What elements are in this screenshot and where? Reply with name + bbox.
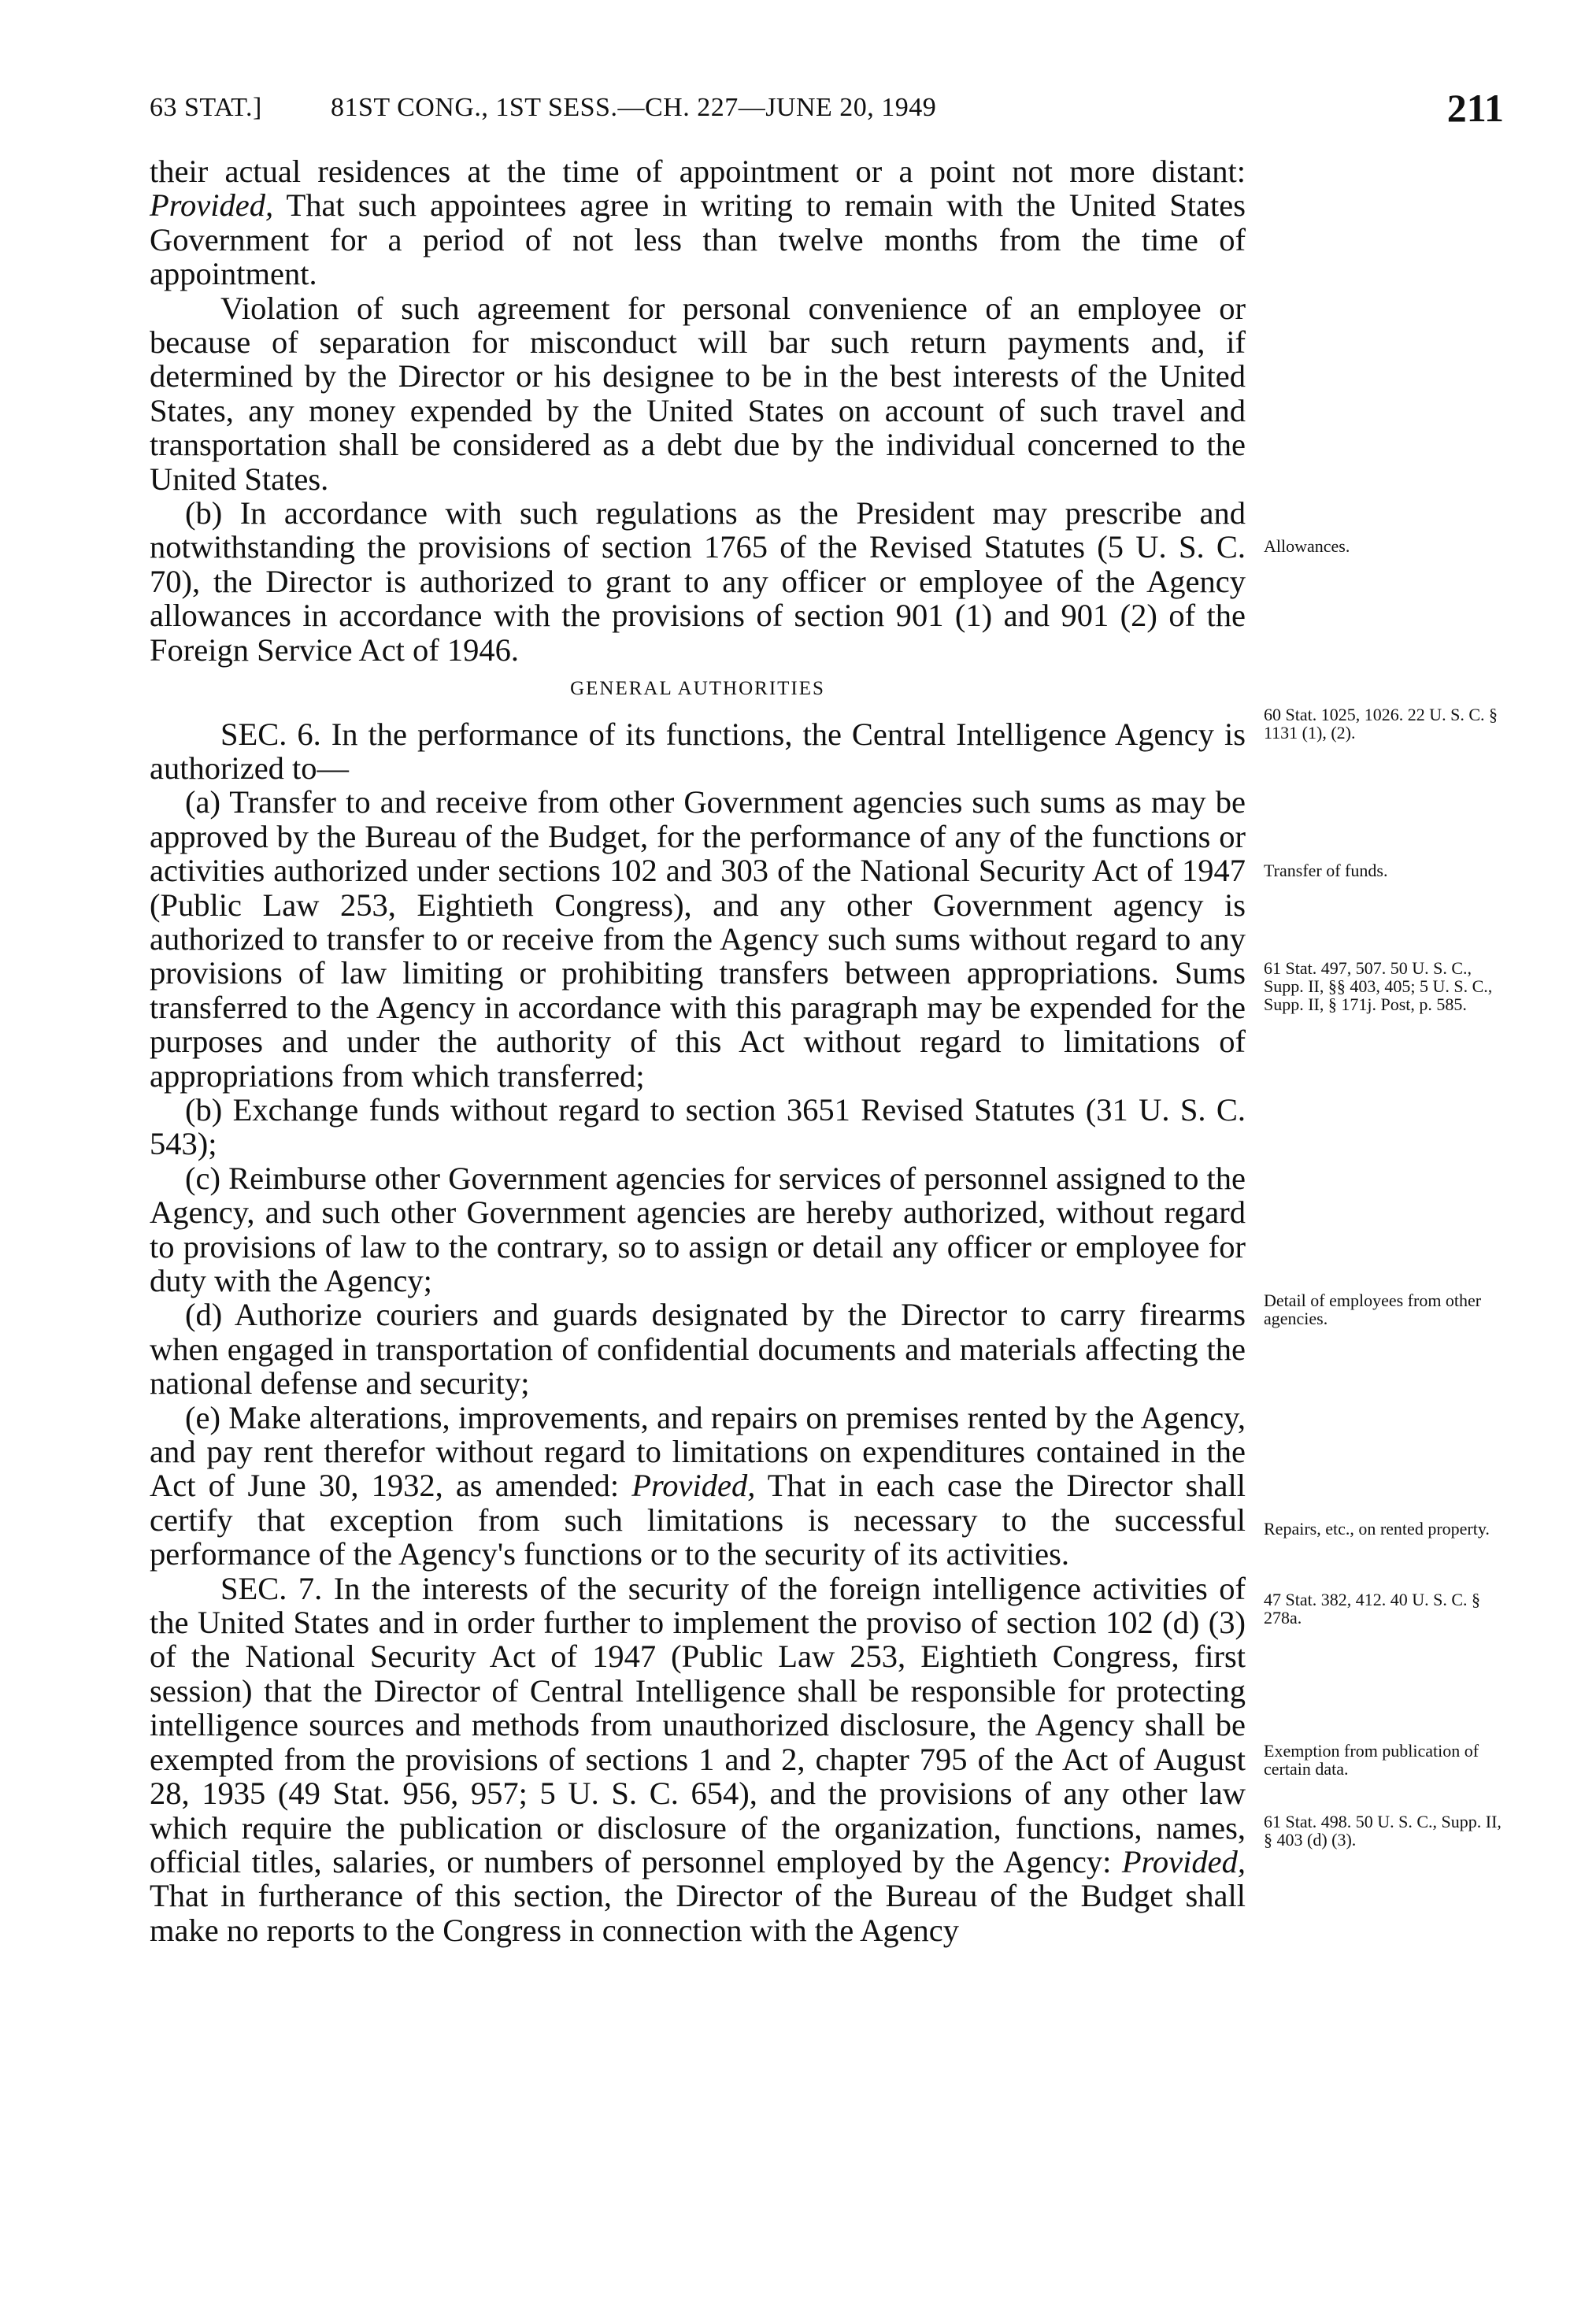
paragraph-text: SEC. 7. In the interests of the security of the foreign intelligence activities of the United States and in order further to implement the proviso of section 102 (d) (3) of the National Security Act of 1947 (Public Law 253, Eightieth Congress, first session) that the Director of Central Intelligence shall be responsible for protecting intelligence sources and methods from unauthorized disclosure, the Agency shall be exempted from the provisions of sections 1 and 2, chapter 795 of the Act of August 28, 1935 (49 Stat. 956, 957; 5 U. S. C. 654), and the provisions of any other law which require the publication or disclosure of the organization, functions, names, official titles, salaries, or numbers of personnel employed by the Agency: bbox=[150, 1570, 1246, 1879]
paragraph bbox=[150, 1572, 1246, 1947]
paragraph: (d) Authorize couriers and guards designated by the Director to carry firearms when engaged in transportation of confidential documents and materials affecting the national defense and security; bbox=[150, 1297, 1246, 1402]
margin-note-allowances: Allowances. bbox=[1264, 536, 1350, 556]
margin-note-citation: 60 Stat. 1025, 1026. 22 U. S. C. § 1131 (1), (2). bbox=[1264, 705, 1498, 742]
section-heading: GENERAL AUTHORITIES bbox=[570, 678, 825, 700]
paragraph: (c) Reimburse other Government agencies for services of personnel assigned to the Agency, and such other Government agencies are hereby authorized, without regard to provisions of law to the contrary, so to assign or detail any officer or employee for duty with the Agency; bbox=[150, 1160, 1246, 1298]
paragraph-text: (e) Make alterations, improvements, and repairs on premises rented by the Agency, and pay rent therefor without regard to limitations on expenditures contained in the Act of June 30, 1932, as amended: bbox=[150, 1399, 1246, 1504]
paragraph: (b) In accordance with such regulations as the President may prescribe and notwithstanding the provisions of section 1765 of the Revised Statutes (5 U. S. C. 70), the Director is authorized to grant to any officer or employee of the Agency allowances in accordance with the provisions of section 901 (1) and 901 (2) of the Foreign Service Act of 1946. bbox=[150, 495, 1246, 668]
proviso-italic: Provided, bbox=[150, 187, 274, 224]
margin-note-exemption: Exemption from publication of certain data. bbox=[1264, 1741, 1479, 1779]
main-text bbox=[150, 154, 1246, 1947]
paragraph bbox=[150, 1401, 1246, 1572]
proviso-italic: Provided, bbox=[631, 1468, 756, 1504]
margin-note-repairs: Repairs, etc., on rented property. bbox=[1264, 1519, 1490, 1539]
margin-note-transfer: Transfer of funds. bbox=[1264, 861, 1388, 880]
paragraph: (a) Transfer to and receive from other Government agencies such sums as may be approved by the Bureau of the Budget, for the performance of any of the functions or activities authorized under sections 102 and 303 of the National Security Act of 1947 (Public Law 253, Eightieth Congress), and any other Government agency is authorized to transfer to or receive from the Agency such sums without regard to any provisions of law limiting or prohibiting transfers between appropriations. Sums transferred to the Agency in accordance with this paragraph may be expended for the purposes and under the authority of this Act without regard to limitations of appropriations from which transferred; bbox=[150, 784, 1246, 1094]
page-header bbox=[150, 85, 1504, 132]
paragraph-text: their actual residences at the time of appointment or a point not more distant: bbox=[150, 154, 1246, 189]
page-number: 211 bbox=[1446, 86, 1504, 130]
paragraph bbox=[150, 154, 1246, 291]
paragraph: SEC. 6. In the performance of its functions, the Central Intelligence Agency is authorized to— bbox=[150, 716, 1246, 786]
session-reference: 81ST CONG., 1ST SESS.—CH. 227—JUNE 20, 1949 bbox=[331, 93, 937, 122]
paragraph: (b) Exchange funds without regard to section 3651 Revised Statutes (31 U. S. C. 543); bbox=[150, 1091, 1246, 1162]
volume-reference: 63 STAT.] bbox=[150, 93, 262, 122]
paragraph: Violation of such agreement for personal convenience of an employee or because of separation for misconduct will bar such return payments and, if determined by the Director or his designee to be in the best interests of the United States, any money expended by the United States on account of such travel and transportation shall be considered as a debt due by the individual concerned to the United States. bbox=[150, 290, 1246, 497]
margin-note-citation: 61 Stat. 498. 50 U. S. C., Supp. II, § 403 (d) (3). bbox=[1264, 1812, 1502, 1850]
proviso-italic: Provided, bbox=[1121, 1843, 1246, 1879]
margin-note-citation: 47 Stat. 382, 412. 40 U. S. C. § 278a. bbox=[1264, 1590, 1481, 1627]
paragraph-text: That such appointees agree in writing to remain with the United States Government for a period of not less than twelve months from the time of appointment. bbox=[150, 187, 1246, 292]
paragraph-text: That in each case the Director shall certify that exception from such limitations is necessary to the successful performance of the Agency's functions or to the security of its activities. bbox=[150, 1468, 1246, 1572]
margin-note-detail: Detail of employees from other agencies. bbox=[1264, 1291, 1482, 1328]
paragraph-text: That in furtherance of this section, the Director of the Bureau of the Budget shall make no reports to the Congress in connection with the Agency bbox=[150, 1878, 1246, 1948]
margin-note-citation: 61 Stat. 497, 507. 50 U. S. C., Supp. II, §§ 403, 405; 5 U. S. C., Supp. II, § 171j. Post, p. 585. bbox=[1264, 958, 1493, 1014]
